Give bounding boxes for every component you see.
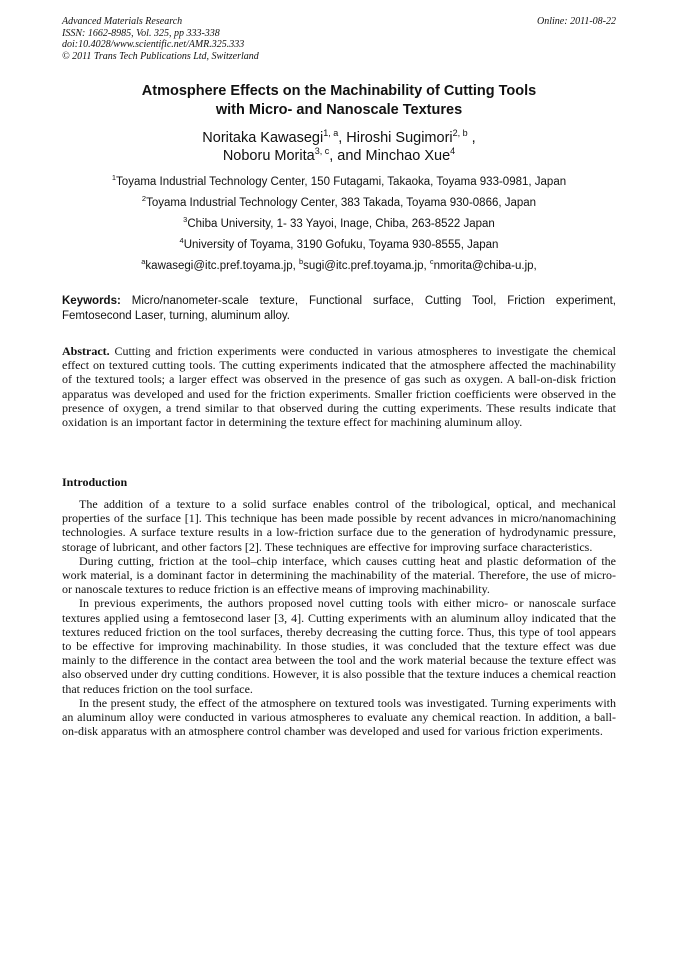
- affiliation-text: Chiba University, 1- 33 Yayoi, Inage, Chiba, 263-8522 Japan: [187, 218, 495, 230]
- title-line-2: with Micro- and Nanoscale Textures: [215, 102, 463, 118]
- journal-header: [62, 16, 616, 62]
- copyright-line: © 2011 Trans Tech Publications Ltd, Switzerland: [62, 50, 259, 62]
- keywords-label: Keywords:: [62, 295, 121, 307]
- introduction-body: [62, 497, 616, 738]
- affiliation-sup: 1: [111, 173, 117, 182]
- author-sup: 4: [450, 146, 456, 156]
- online-date: Online: 2011-08-22: [537, 16, 616, 27]
- abstract-text: Cutting and friction experiments were conducted in various atmospheres to investigate the chemical effect on textured cutting tools. The cutting experiments indicated that the atmosphere affected the machinability of the textured tools; a larger effect was observed in the presence of gas such as oxygen. A ball-on-disk friction apparatus was developed and used for the friction experiments. Smaller friction coefficients were observed in the presence of oxygen, a trend similar to that observed during the cutting experiments. These results indicate that oxidation is an important factor in determining the texture effect for machining aluminum alloy.: [62, 344, 616, 430]
- affiliation-text: Toyama Industrial Technology Center, 150 Futagami, Takaoka, Toyama 933-0981, Japan: [116, 176, 567, 188]
- section-heading-introduction: Introduction: [62, 475, 128, 489]
- intro-paragraph: During cutting, friction at the tool–chip interface, which causes cutting heat and plastic deformation of the work material, is a dominant factor in determining the machinability of the material. Therefore, the use of micro- or nanoscale textures to reduce friction is an effective means of improving machinability.: [62, 553, 616, 597]
- email-sup: a: [141, 257, 146, 266]
- author-sup: 2, b: [452, 128, 468, 138]
- abstract-label: Abstract.: [62, 344, 110, 358]
- author-sup: 1, a: [323, 128, 339, 138]
- email-sup: b: [299, 257, 304, 266]
- keywords-text: Micro/nanometer-scale texture, Functional surface, Cutting Tool, Friction experiment, Femtosecond Laser, turning, aluminum alloy.: [62, 295, 616, 322]
- title-line-1: Atmosphere Effects on the Machinability of Cutting Tools: [141, 83, 537, 99]
- keywords: [62, 294, 616, 324]
- author-line-1: [62, 129, 616, 147]
- issn-line: ISSN: 1662-8985, Vol. 325, pp 333-338: [62, 27, 220, 39]
- author-sup: 3, c: [314, 146, 330, 156]
- affiliation-sup: 2: [141, 194, 147, 203]
- affiliation-text: Toyama Industrial Technology Center, 383 Takada, Toyama 930-0866, Japan: [146, 197, 537, 209]
- author-name: Minchao Xue: [365, 148, 451, 164]
- doi-line: doi:10.4028/www.scientific.net/AMR.325.333: [62, 39, 245, 50]
- intro-paragraph: In previous experiments, the authors proposed novel cutting tools with either micro- or nanoscale surface textures applied using a femtosecond laser [3, 4]. Cutting experiments with an aluminum alloy indicated that the textures reduced friction on the tool surfaces, thereby decreasing the cutting force. Thus, this type of tool appears to be effective for improving machinability. In those studies, it was concluded that the texture effect was due mainly to the difference in the contact area between the tool and the work material because the texture effect was also observed under dry cutting conditions. However, it is also possible that the texture induces a chemical reaction that reduces friction on the tool surface.: [62, 596, 616, 696]
- email-sup: c: [429, 257, 434, 266]
- author-sep: , and: [329, 148, 366, 164]
- affiliation-2: [62, 196, 616, 210]
- affiliation-4: [62, 238, 616, 252]
- author-name: Noboru Morita: [222, 148, 315, 164]
- affiliation-sup: 3: [183, 215, 188, 224]
- affiliation-1: [62, 175, 616, 189]
- author-sep: ,: [338, 130, 347, 146]
- paper-title: [62, 82, 616, 120]
- email-line: [62, 259, 616, 273]
- author-list: [62, 129, 616, 165]
- affiliation-text: University of Toyama, 3190 Gofuku, Toyama 930-8555, Japan: [183, 239, 499, 251]
- author-name: Noritaka Kawasegi: [202, 130, 324, 146]
- author-line-2: [62, 147, 616, 165]
- email-text: nmorita@chiba-u.jp,: [433, 260, 537, 272]
- affiliation-sup: 4: [179, 236, 184, 245]
- author-sep: ,: [467, 130, 476, 146]
- journal-name: Advanced Materials Research: [62, 16, 183, 27]
- intro-paragraph: The addition of a texture to a solid surface enables control of the tribological, optical, and mechanical properties of the surface [1]. This technique has been made possible by recent advances in micro/nanomachining technologies. A surface texture results in a low-friction surface due to the generation of hydrodynamic pressure, storage of lubricant, and other factors [2]. These techniques are effective for improving surface characteristics.: [62, 497, 616, 554]
- email-text: kawasegi@itc.pref.toyama.jp,: [145, 260, 299, 272]
- email-text: sugi@itc.pref.toyama.jp,: [303, 260, 430, 272]
- intro-paragraph: In the present study, the effect of the atmosphere on textured tools was investigated. Turning experiments with an aluminum alloy were conducted in various atmospheres to evaluate any chemical reaction. In addition, a ball-on-disk apparatus with an atmosphere control chamber was developed and used for various friction experiments.: [62, 695, 616, 739]
- affiliation-3: [62, 217, 616, 231]
- abstract: [62, 344, 616, 429]
- author-name: Hiroshi Sugimori: [346, 130, 453, 146]
